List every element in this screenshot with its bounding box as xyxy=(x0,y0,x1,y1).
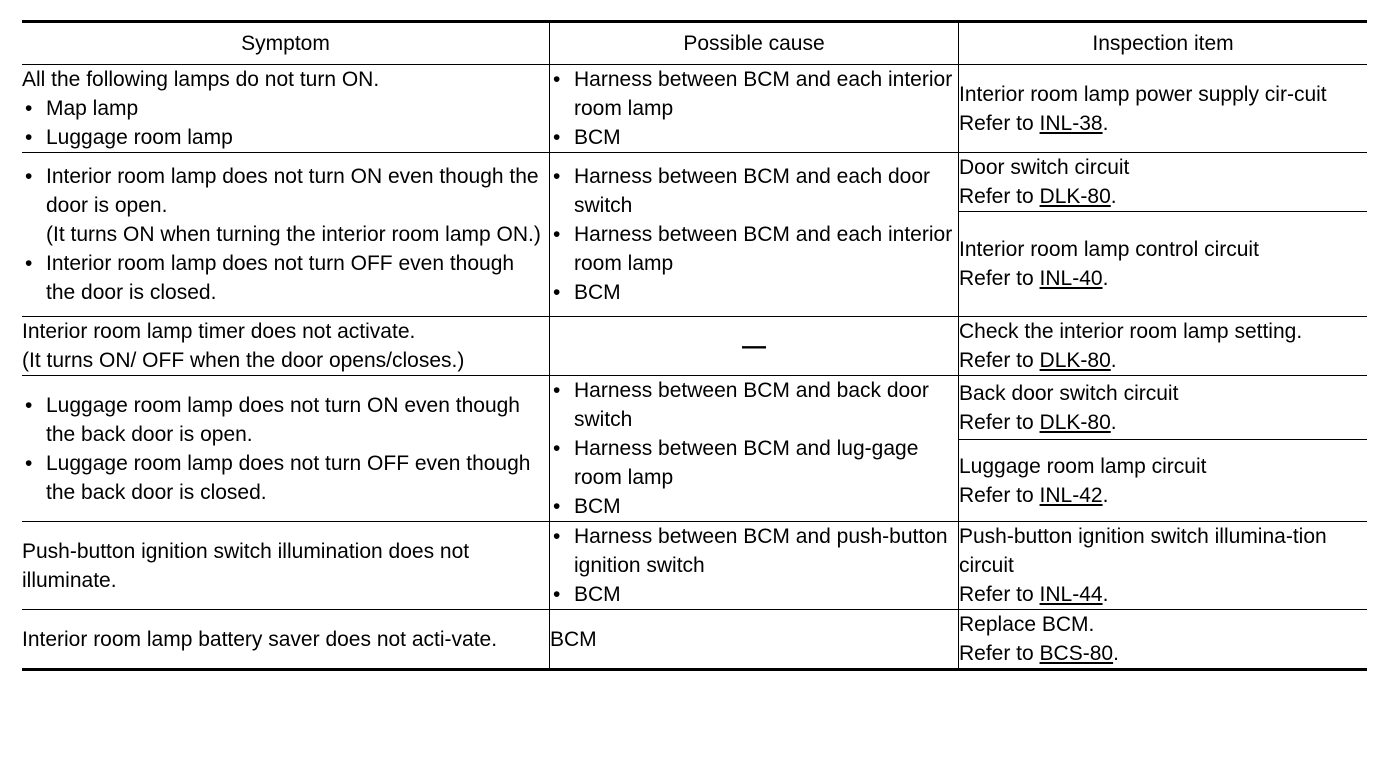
inspection-cell xyxy=(959,522,1368,610)
inspection-title: Back door switch circuit xyxy=(959,381,1179,405)
inspection-title: Interior room lamp power supply cir-cuit xyxy=(959,82,1327,106)
table-row xyxy=(22,522,1367,610)
inspection-ref-line xyxy=(959,580,1367,609)
inspection-ref-line xyxy=(959,346,1367,375)
table-row xyxy=(22,153,1367,212)
ref-suffix: . xyxy=(1102,583,1109,606)
symptom-text: Push-button ignition switch illumination does not illuminate. xyxy=(22,539,470,592)
table-row xyxy=(22,376,1367,440)
inspection-cell xyxy=(959,610,1368,670)
inspection-ref-line xyxy=(959,182,1367,211)
inspection-cell xyxy=(959,65,1368,153)
table-row xyxy=(22,610,1367,670)
inspection-ref-line xyxy=(959,481,1367,510)
inspection-cell xyxy=(959,212,1368,317)
cause-item: • BCM xyxy=(550,580,958,609)
inspection-ref-line xyxy=(959,264,1367,293)
cause-item: • Harness between BCM and back door switch xyxy=(550,376,958,434)
symptom-cell xyxy=(22,376,550,522)
cause-list xyxy=(550,522,958,609)
inspection-ref-line xyxy=(959,639,1367,668)
symptom-item-note: (It turns ON when turning the interior room lamp ON.) xyxy=(46,223,541,246)
ref-prefix: Refer to xyxy=(959,185,1040,208)
symptom-item: • Luggage room lamp xyxy=(22,123,549,152)
symptom-text: All the following lamps do not turn ON. xyxy=(22,68,380,91)
ref-prefix: Refer to xyxy=(959,642,1040,665)
cause-text: BCM xyxy=(550,627,597,651)
header-inspection-item: Inspection item xyxy=(959,22,1368,65)
inspection-title: Interior room lamp control circuit xyxy=(959,238,1259,261)
symptom-item: • Map lamp xyxy=(22,94,549,123)
inspection-cell xyxy=(959,376,1368,440)
cause-list xyxy=(550,162,958,307)
ref-suffix: . xyxy=(1102,483,1109,507)
symptom-cell xyxy=(22,317,550,376)
ref-prefix: Refer to xyxy=(959,483,1040,507)
ref-suffix: . xyxy=(1110,410,1117,434)
cause-cell-empty: — xyxy=(550,317,959,376)
cause-cell xyxy=(550,65,959,153)
cause-cell xyxy=(550,153,959,317)
inspection-title: Luggage room lamp circuit xyxy=(959,454,1207,478)
cause-item: • BCM xyxy=(550,123,958,152)
ref-suffix: . xyxy=(1102,111,1109,135)
inspection-title: Replace BCM. xyxy=(959,613,1095,636)
symptom-cell xyxy=(22,522,550,610)
symptom-cell xyxy=(22,153,550,317)
cause-list xyxy=(550,65,958,152)
symptom-list xyxy=(22,391,549,507)
inspection-ref-line xyxy=(959,408,1367,437)
ref-link-bcs-80[interactable]: BCS-80 xyxy=(1039,642,1114,665)
symptom-list xyxy=(22,94,549,152)
table-row xyxy=(22,317,1367,376)
ref-suffix: . xyxy=(1110,185,1117,208)
cause-item: • Harness between BCM and each interior room lamp xyxy=(550,220,958,278)
symptom-cell xyxy=(22,65,550,153)
cause-item: • Harness between BCM and each door switch xyxy=(550,162,958,220)
ref-prefix: Refer to xyxy=(959,111,1040,135)
inspection-cell xyxy=(959,153,1368,212)
ref-prefix: Refer to xyxy=(959,267,1040,290)
cause-item: • Harness between BCM and each interior room lamp xyxy=(550,65,958,123)
inspection-ref-line xyxy=(959,109,1367,138)
cause-item: • BCM xyxy=(550,278,958,307)
ref-link-inl-42[interactable]: INL-42 xyxy=(1039,483,1103,507)
header-symptom: Symptom xyxy=(22,22,550,65)
cause-item: • Harness between BCM and push-button ignition switch xyxy=(550,522,958,580)
ref-suffix: . xyxy=(1102,267,1109,290)
header-possible-cause: Possible cause xyxy=(550,22,959,65)
cause-list xyxy=(550,376,958,521)
inspection-title: Push-button ignition switch illumina-tion circuit xyxy=(959,525,1327,577)
symptom-item xyxy=(22,162,549,249)
ref-link-dlk-80[interactable]: DLK-80 xyxy=(1039,185,1111,208)
symptom-text: (It turns ON/ OFF when the door opens/closes.) xyxy=(22,349,465,372)
inspection-cell xyxy=(959,440,1368,522)
cause-cell xyxy=(550,610,959,670)
symptom-text: Interior room lamp timer does not activate. xyxy=(22,320,416,343)
ref-link-inl-38[interactable]: INL-38 xyxy=(1039,111,1103,135)
cause-item: • BCM xyxy=(550,492,958,521)
ref-suffix: . xyxy=(1113,642,1119,665)
symptom-cell xyxy=(22,610,550,670)
ref-prefix: Refer to xyxy=(959,583,1040,606)
symptom-item: • Interior room lamp does not turn OFF even though the door is closed. xyxy=(22,249,549,307)
table-row xyxy=(22,65,1367,153)
cause-item: • Harness between BCM and lug-gage room lamp xyxy=(550,434,958,492)
cause-cell xyxy=(550,376,959,522)
cause-cell xyxy=(550,522,959,610)
symptom-item-text: Interior room lamp does not turn ON even though the door is open. xyxy=(46,165,539,217)
ref-prefix: Refer to xyxy=(959,349,1040,372)
ref-link-inl-40[interactable]: INL-40 xyxy=(1039,267,1103,290)
header-row xyxy=(22,22,1367,65)
inspection-cell xyxy=(959,317,1368,376)
diagnosis-table xyxy=(22,20,1367,671)
ref-link-dlk-80[interactable]: DLK-80 xyxy=(1039,349,1111,372)
inspection-title: Check the interior room lamp setting. xyxy=(959,320,1303,343)
ref-suffix: . xyxy=(1110,349,1117,372)
ref-prefix: Refer to xyxy=(959,410,1040,434)
symptom-list xyxy=(22,162,549,307)
symptom-item: • Luggage room lamp does not turn OFF even though the back door is closed. xyxy=(22,449,549,507)
ref-link-inl-44[interactable]: INL-44 xyxy=(1039,583,1103,606)
ref-link-dlk-80[interactable]: DLK-80 xyxy=(1039,410,1111,434)
inspection-title: Door switch circuit xyxy=(959,156,1130,179)
symptom-text: Interior room lamp battery saver does not acti-vate. xyxy=(22,627,498,651)
symptom-item: • Luggage room lamp does not turn ON even though the back door is open. xyxy=(22,391,549,449)
